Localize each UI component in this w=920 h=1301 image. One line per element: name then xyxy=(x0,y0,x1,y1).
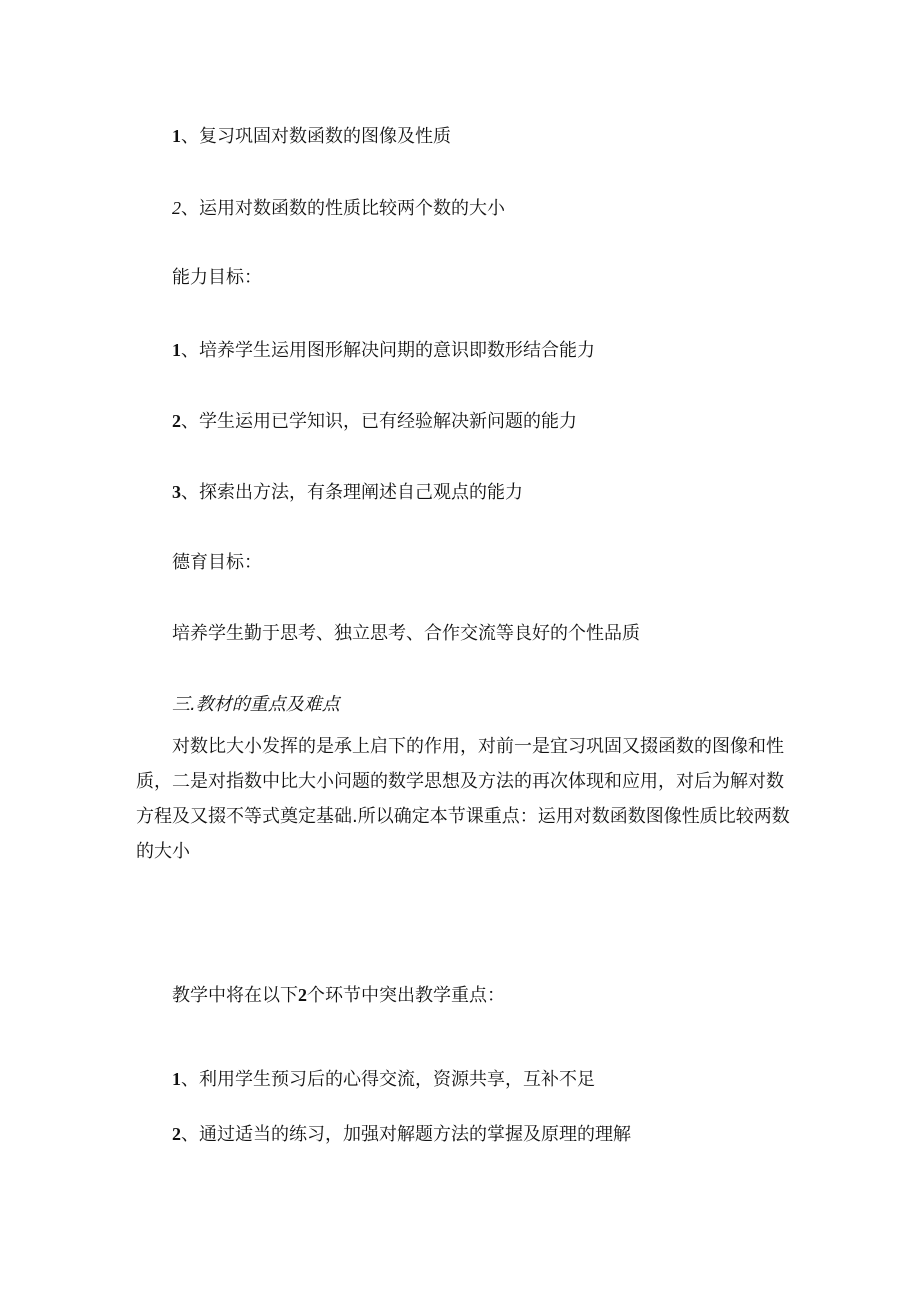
knowledge-item-2 xyxy=(172,196,505,221)
item-text: 运用对数函数的性质比较两个数的大小 xyxy=(199,198,505,219)
intro-text-after: 个环节中突出教学重点： xyxy=(307,985,505,1006)
intro-number: 2 xyxy=(298,985,307,1005)
ability-item-2 xyxy=(172,409,577,434)
item-number: 2 xyxy=(172,1124,181,1144)
intro-text-before: 教学中将在以下 xyxy=(172,985,298,1006)
item-separator: 、 xyxy=(181,1124,199,1145)
item-text: 探索出方法，有条理阐述自己观点的能力 xyxy=(199,482,523,503)
moral-text: 培养学生勤于思考、独立思考、合作交流等良好的个性品质 xyxy=(172,623,640,644)
item-text: 复习巩固对数函数的图像及性质 xyxy=(199,126,451,147)
item-number: 1 xyxy=(172,126,181,146)
item-separator: 、 xyxy=(181,198,199,219)
item-separator: 、 xyxy=(181,482,199,503)
item-number: 2 xyxy=(172,198,181,218)
item-number: 2 xyxy=(172,411,181,431)
item-separator: 、 xyxy=(181,1069,199,1090)
ability-item-3 xyxy=(172,480,523,505)
item-text: 利用学生预习后的心得交流，资源共享，互补不足 xyxy=(199,1069,595,1090)
item-separator: 、 xyxy=(181,411,199,432)
item-number: 1 xyxy=(172,340,181,360)
moral-heading: 德育目标： xyxy=(172,552,262,573)
emphasis-intro xyxy=(172,983,505,1008)
item-number: 3 xyxy=(172,482,181,502)
item-number: 1 xyxy=(172,1069,181,1089)
item-separator: 、 xyxy=(181,340,199,361)
paragraph-text: 对数比大小发挥的是承上启下的作用，对前一是宜习巩固又掇函数的图像和性质，二是对指数中比大小问题的数学思想及方法的再次体现和应用，对后为解对数方程及又掇不等式奠定基础.所以确定本节课重点：运用对数函数图像性质比较两数的大小 xyxy=(136,736,790,862)
item-text: 学生运用已学知识，已有经验解决新问题的能力 xyxy=(199,411,577,432)
item-text: 培养学生运用图形解决问期的意识即数形结合能力 xyxy=(199,340,595,361)
item-separator: 、 xyxy=(181,126,199,147)
emphasis-item-1 xyxy=(172,1067,595,1092)
knowledge-item-1 xyxy=(172,124,451,149)
ability-item-1 xyxy=(172,338,595,363)
item-text: 通过适当的练习，加强对解题方法的掌握及原理的理解 xyxy=(199,1124,631,1145)
section-3-paragraph xyxy=(136,729,792,869)
ability-heading: 能力目标： xyxy=(172,267,262,288)
section-3-heading: 三.教材的重点及难点 xyxy=(172,694,340,715)
emphasis-item-2 xyxy=(172,1122,631,1147)
